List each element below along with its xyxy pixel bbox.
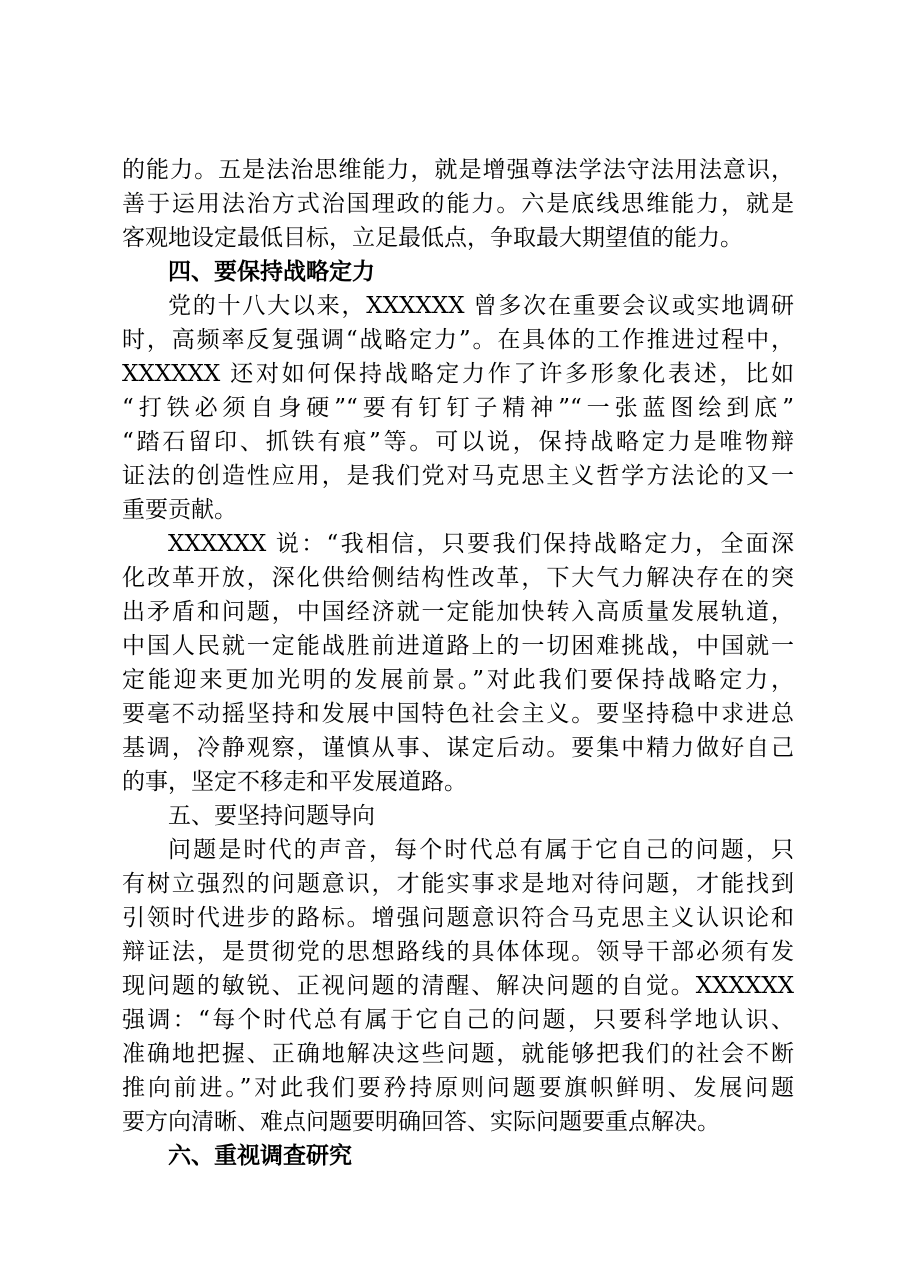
paragraph-line: 化改革开放，深化供给侧结构性改革，下大气力解决存在的突 bbox=[122, 565, 794, 591]
paragraph-line: XXXXXX 说：“我相信，只要我们保持战略定力，全面深 bbox=[168, 531, 794, 557]
paragraph-line: 善于运用法治方式治国理政的能力。六是底线思维能力，就是 bbox=[122, 191, 794, 217]
paragraph-line: 定能迎来更加光明的发展前景。”对此我们要保持战略定力， bbox=[122, 667, 794, 693]
paragraph-line: 中国人民就一定能战胜前进道路上的一切困难挑战，中国就一 bbox=[122, 633, 794, 659]
paragraph-line: 出矛盾和问题，中国经济就一定能加快转入高质量发展轨道， bbox=[122, 599, 794, 625]
paragraph-line: 重要贡献。 bbox=[122, 497, 237, 523]
paragraph-line: 时，高频率反复强调“战略定力”。在具体的工作推进过程中， bbox=[122, 327, 794, 353]
paragraph-line: “打铁必须自身硬”“要有钉钉子精神”“一张蓝图绘到底” bbox=[122, 395, 794, 421]
paragraph-line: 的能力。五是法治思维能力，就是增强尊法学法守法用法意识， bbox=[122, 157, 794, 183]
paragraph-line: 的事，坚定不移走和平发展道路。 bbox=[122, 769, 467, 795]
paragraph-line: 有树立强烈的问题意识，才能实事求是地对待问题，才能找到 bbox=[122, 871, 794, 897]
paragraph-line: XXXXXX 还对如何保持战略定力作了许多形象化表述，比如 bbox=[122, 361, 794, 387]
paragraph-line: 推向前进。”对此我们要矜持原则问题要旗帜鲜明、发展问题 bbox=[122, 1075, 794, 1101]
paragraph-line: 问题是时代的声音，每个时代总有属于它自己的问题，只 bbox=[168, 837, 794, 863]
section-heading-6: 六、重视调查研究 bbox=[168, 1143, 352, 1169]
paragraph-line: 党的十八大以来，XXXXXX 曾多次在重要会议或实地调研 bbox=[168, 293, 794, 319]
paragraph-line: 辩证法，是贯彻党的思想路线的具体体现。领导干部必须有发 bbox=[122, 939, 794, 965]
paragraph-line: 基调，冷静观察，谨慎从事、谋定后动。要集中精力做好自己 bbox=[122, 735, 794, 761]
paragraph-line: 引领时代进步的路标。增强问题意识符合马克思主义认识论和 bbox=[122, 905, 794, 931]
paragraph-line: 现问题的敏锐、正视问题的清醒、解决问题的自觉。XXXXXX bbox=[122, 973, 794, 999]
paragraph-line: 客观地设定最低目标，立足最低点，争取最大期望值的能力。 bbox=[122, 225, 743, 251]
paragraph-line: 准确地把握、正确地解决这些问题，就能够把我们的社会不断 bbox=[122, 1041, 794, 1067]
paragraph-line: 强调：“每个时代总有属于它自己的问题，只要科学地认识、 bbox=[122, 1007, 794, 1033]
paragraph-line: “踏石留印、抓铁有痕”等。可以说，保持战略定力是唯物辩 bbox=[122, 429, 794, 455]
paragraph-line: 证法的创造性应用，是我们党对马克思主义哲学方法论的又一 bbox=[122, 463, 794, 489]
paragraph-line: 要方向清晰、难点问题要明确回答、实际问题要重点解决。 bbox=[122, 1109, 720, 1135]
paragraph-line: 要毫不动摇坚持和发展中国特色社会主义。要坚持稳中求进总 bbox=[122, 701, 794, 727]
section-heading-4: 四、要保持战略定力 bbox=[168, 259, 375, 285]
section-heading-5: 五、要坚持问题导向 bbox=[168, 803, 375, 829]
